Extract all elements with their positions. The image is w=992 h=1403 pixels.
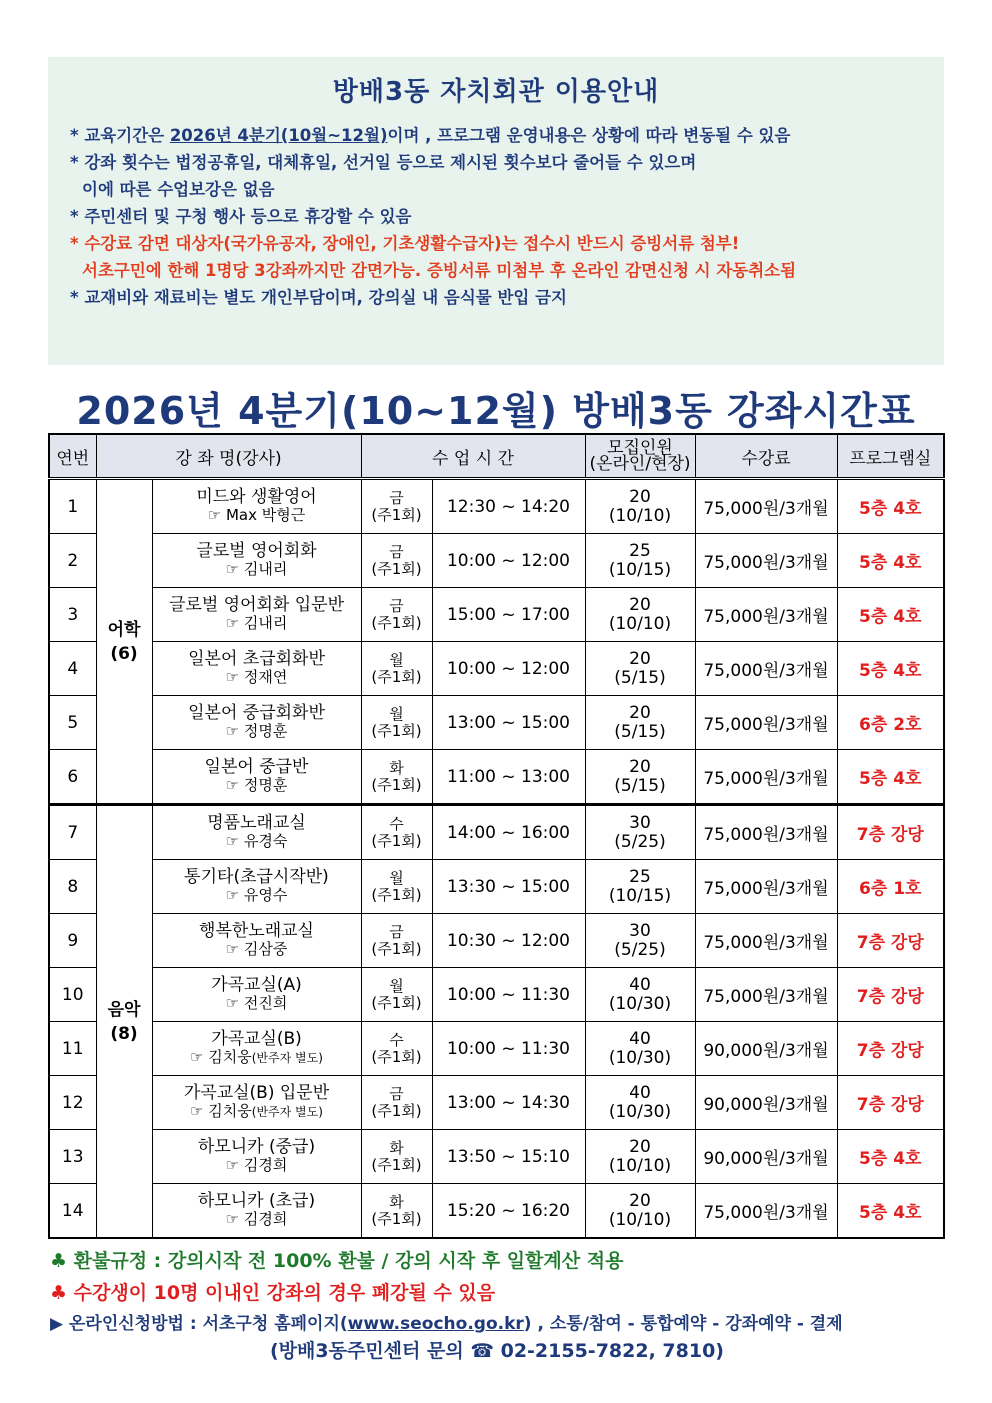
program-room: 7층 강당: [837, 914, 944, 968]
course-cell: [152, 1022, 361, 1076]
course-name: 명품노래교실: [207, 813, 306, 833]
course-cell: [152, 696, 361, 750]
notice-title: 방배3동 자치회관 이용안내: [332, 77, 660, 107]
table-row: [49, 1022, 944, 1076]
refund-policy: ♣ 환불규정 : 강의시작 전 100% 환불 / 강의 시작 후 일할계산 적용: [50, 1250, 624, 1272]
class-time: 11:00 ~ 13:00: [432, 750, 585, 805]
notice-line-7: * 교재비와 재료비는 별도 개인부담이며, 강의실 내 음식물 반입 금지: [70, 288, 567, 307]
capacity-total: 25: [629, 540, 651, 561]
course-name: 글로벌 영어회화: [196, 541, 317, 561]
category-count: (6): [110, 643, 138, 664]
table-row: [49, 479, 944, 534]
capacity-split: (5/15): [614, 721, 666, 742]
table-row: [49, 1130, 944, 1184]
course-name: 가곡교실(A): [211, 975, 302, 995]
schedule-table: [48, 433, 945, 1239]
instructor: ☞ Max 박형근: [207, 506, 306, 524]
header-fee: 수강료: [695, 434, 837, 479]
capacity-cell: [585, 588, 695, 642]
class-time: 13:30 ~ 15:00: [432, 860, 585, 914]
course-name: 일본어 초급회화반: [188, 649, 325, 669]
row-number: 12: [49, 1076, 96, 1130]
capacity-split: (5/15): [614, 667, 666, 688]
instructor: ☞ 정명훈: [225, 722, 288, 740]
course-name: 행복한노래교실: [199, 921, 314, 941]
row-number: 4: [49, 642, 96, 696]
tuition-fee: 90,000원/3개월: [695, 1076, 837, 1130]
course-cell: [152, 914, 361, 968]
capacity-cell: [585, 479, 695, 534]
course-cell: [152, 1130, 361, 1184]
course-cell: [152, 642, 361, 696]
day-cell: [361, 968, 432, 1022]
program-room: 6층 2호: [837, 696, 944, 750]
program-room: 5층 4호: [837, 642, 944, 696]
class-time: 14:00 ~ 16:00: [432, 805, 585, 860]
tuition-fee: 75,000원/3개월: [695, 696, 837, 750]
instructor: ☞ 유경숙: [225, 832, 288, 850]
program-room: 5층 4호: [837, 1184, 944, 1239]
tuition-fee: 75,000원/3개월: [695, 968, 837, 1022]
category-count: (8): [110, 1023, 138, 1044]
class-day: 화: [389, 758, 404, 777]
course-name: 가곡교실(B) 입문반: [183, 1083, 330, 1103]
table-row: [49, 642, 944, 696]
course-name: 하모니카 (중급): [197, 1137, 316, 1157]
capacity-total: 25: [629, 866, 651, 887]
row-number: 3: [49, 588, 96, 642]
class-day: 월: [389, 704, 404, 723]
notice-line-2: * 강좌 횟수는 법정공휴일, 대체휴일, 선거일 등으로 제시된 횟수보다 줄어들 수 있으며: [70, 153, 697, 172]
class-day: 수: [389, 814, 404, 833]
class-day: 월: [389, 868, 404, 887]
course-cell: [152, 860, 361, 914]
course-cell: [152, 1184, 361, 1239]
row-number: 11: [49, 1022, 96, 1076]
program-room: 5층 4호: [837, 534, 944, 588]
program-room: 7층 강당: [837, 1022, 944, 1076]
course-name: 일본어 중급회화반: [188, 703, 325, 723]
tuition-fee: 90,000원/3개월: [695, 1130, 837, 1184]
class-time: 12:30 ~ 14:20: [432, 479, 585, 534]
table-row: [49, 696, 944, 750]
category-cell: [96, 479, 152, 805]
category-name: 어학: [107, 619, 141, 640]
class-frequency: (주1회): [371, 559, 422, 578]
tuition-fee: 75,000원/3개월: [695, 534, 837, 588]
instructor: ☞ 정재연: [225, 668, 288, 686]
closure-notice: ♣ 수강생이 10명 이내인 강좌의 경우 폐강될 수 있음: [50, 1282, 496, 1304]
day-cell: [361, 1022, 432, 1076]
class-time: 15:20 ~ 16:20: [432, 1184, 585, 1239]
course-name: 미드와 생활영어: [196, 487, 317, 507]
instructor: ☞ 김경희: [225, 1210, 288, 1228]
table-row: [49, 1184, 944, 1239]
day-cell: [361, 642, 432, 696]
class-frequency: (주1회): [371, 721, 422, 740]
capacity-split: (10/30): [608, 1101, 672, 1122]
class-time: 15:00 ~ 17:00: [432, 588, 585, 642]
capacity-total: 20: [629, 648, 651, 669]
capacity-cell: [585, 1076, 695, 1130]
day-cell: [361, 914, 432, 968]
class-day: 월: [389, 976, 404, 995]
instructor: ☞ 전진희: [225, 994, 288, 1012]
course-name: 통기타(초급시작반): [184, 867, 329, 887]
class-time: 10:00 ~ 12:00: [432, 534, 585, 588]
notice-line-3: 이에 따른 수업보강은 없음: [82, 180, 275, 199]
category-name: 음악: [107, 999, 141, 1020]
category-cell: [96, 805, 152, 1239]
instructor: ☞ 정명훈: [225, 776, 288, 794]
course-cell: [152, 968, 361, 1022]
class-time: 13:50 ~ 15:10: [432, 1130, 585, 1184]
tuition-fee: 75,000원/3개월: [695, 642, 837, 696]
capacity-cell: [585, 534, 695, 588]
header-no: 연번: [49, 434, 96, 479]
capacity-cell: [585, 750, 695, 805]
day-cell: [361, 1076, 432, 1130]
course-cell: [152, 588, 361, 642]
course-name: 일본어 중급반: [204, 757, 309, 777]
class-frequency: (주1회): [371, 885, 422, 904]
capacity-split: (10/10): [608, 1155, 672, 1176]
capacity-split: (10/15): [608, 885, 672, 906]
row-number: 8: [49, 860, 96, 914]
capacity-split: (5/25): [614, 831, 666, 852]
class-time: 13:00 ~ 15:00: [432, 696, 585, 750]
capacity-total: 20: [629, 702, 651, 723]
day-cell: [361, 860, 432, 914]
day-cell: [361, 805, 432, 860]
class-time: 13:00 ~ 14:30: [432, 1076, 585, 1130]
capacity-total: 20: [629, 1136, 651, 1157]
capacity-split: (10/10): [608, 613, 672, 634]
class-frequency: (주1회): [371, 1047, 422, 1066]
instructor: ☞ 김경희: [225, 1156, 288, 1174]
header-capacity: 모집인원 (온라인/현장): [585, 434, 695, 479]
table-header-row: [49, 434, 944, 479]
tuition-fee: 75,000원/3개월: [695, 914, 837, 968]
class-day: 화: [389, 1138, 404, 1157]
table-row: [49, 588, 944, 642]
capacity-cell: [585, 914, 695, 968]
class-time: 10:00 ~ 11:30: [432, 968, 585, 1022]
capacity-total: 30: [629, 920, 651, 941]
program-room: 7층 강당: [837, 968, 944, 1022]
capacity-total: 20: [629, 486, 651, 507]
capacity-total: 40: [629, 1082, 651, 1103]
header-course: 강 좌 명(강사): [96, 434, 361, 479]
day-cell: [361, 1130, 432, 1184]
program-room: 5층 4호: [837, 1130, 944, 1184]
tuition-fee: 75,000원/3개월: [695, 750, 837, 805]
class-time: 10:00 ~ 12:00: [432, 642, 585, 696]
program-room: 5층 4호: [837, 479, 944, 534]
capacity-split: (5/15): [614, 775, 666, 796]
capacity-cell: [585, 1130, 695, 1184]
capacity-total: 20: [629, 594, 651, 615]
table-row: [49, 914, 944, 968]
notice-line-6: 서초구민에 한해 1명당 3강좌까지만 감면가능. 증빙서류 미첨부 후 온라인 감면신청 시 자동취소됨: [82, 261, 797, 280]
program-room: 7층 강당: [837, 805, 944, 860]
class-day: 화: [389, 1192, 404, 1211]
schedule-title: 2026년 4분기(10~12월) 방배3동 강좌시간표: [76, 389, 916, 433]
program-room: 5층 4호: [837, 588, 944, 642]
class-day: 금: [389, 542, 404, 561]
class-frequency: (주1회): [371, 1155, 422, 1174]
program-room: 5층 4호: [837, 750, 944, 805]
class-frequency: (주1회): [371, 993, 422, 1012]
instructor: ☞ 김치웅(반주자 별도): [190, 1102, 323, 1120]
class-frequency: (주1회): [371, 1101, 422, 1120]
class-day: 수: [389, 1030, 404, 1049]
seocho-link[interactable]: www.seocho.go.kr: [347, 1314, 524, 1334]
notice-line-4: * 주민센터 및 구청 행사 등으로 휴강할 수 있음: [70, 207, 412, 226]
instructor: ☞ 김삼중: [225, 940, 288, 958]
row-number: 13: [49, 1130, 96, 1184]
class-day: 월: [389, 650, 404, 669]
day-cell: [361, 479, 432, 534]
class-frequency: (주1회): [371, 939, 422, 958]
online-apply: ▶ 온라인신청방법 : 서초구청 홈페이지(www.seocho.go.kr) , 소통/참여 - 통합예약 - 강좌예약 - 결제: [50, 1314, 843, 1334]
course-name: 하모니카 (초급): [197, 1191, 316, 1211]
header-time: 수 업 시 간: [361, 434, 585, 479]
notice-box: [48, 57, 944, 365]
contact-info: (방배3동주민센터 문의 ☎ 02-2155-7822, 7810): [270, 1340, 724, 1362]
tuition-fee: 75,000원/3개월: [695, 860, 837, 914]
course-name: 가곡교실(B): [211, 1029, 302, 1049]
class-frequency: (주1회): [371, 613, 422, 632]
class-day: 금: [389, 1084, 404, 1103]
program-room: 6층 1호: [837, 860, 944, 914]
course-cell: [152, 479, 361, 534]
class-frequency: (주1회): [371, 831, 422, 850]
row-number: 14: [49, 1184, 96, 1239]
class-day: 금: [389, 922, 404, 941]
course-cell: [152, 750, 361, 805]
row-number: 2: [49, 534, 96, 588]
row-number: 7: [49, 805, 96, 860]
instructor: ☞ 김내리: [225, 614, 288, 632]
tuition-fee: 90,000원/3개월: [695, 1022, 837, 1076]
day-cell: [361, 588, 432, 642]
tuition-fee: 75,000원/3개월: [695, 805, 837, 860]
table-row: [49, 860, 944, 914]
row-number: 5: [49, 696, 96, 750]
tuition-fee: 75,000원/3개월: [695, 1184, 837, 1239]
table-row: [49, 534, 944, 588]
day-cell: [361, 1184, 432, 1239]
course-name: 글로벌 영어회화 입문반: [168, 595, 345, 615]
notice-line-1: * 교육기간은 2026년 4분기(10월~12월)이며 , 프로그램 운영내용은 상황에 따라 변동될 수 있음: [70, 126, 791, 145]
class-frequency: (주1회): [371, 1209, 422, 1228]
course-cell: [152, 805, 361, 860]
capacity-split: (10/30): [608, 1047, 672, 1068]
class-frequency: (주1회): [371, 775, 422, 794]
row-number: 1: [49, 479, 96, 534]
capacity-split: (5/25): [614, 939, 666, 960]
capacity-total: 30: [629, 812, 651, 833]
capacity-total: 40: [629, 1028, 651, 1049]
class-frequency: (주1회): [371, 667, 422, 686]
row-number: 9: [49, 914, 96, 968]
class-time: 10:30 ~ 12:00: [432, 914, 585, 968]
course-cell: [152, 534, 361, 588]
capacity-total: 20: [629, 756, 651, 777]
instructor: ☞ 유영수: [225, 886, 288, 904]
day-cell: [361, 534, 432, 588]
table-row: [49, 750, 944, 805]
day-cell: [361, 750, 432, 805]
table-row: [49, 968, 944, 1022]
instructor: ☞ 김내리: [225, 560, 288, 578]
notice-line-5: * 수강료 감면 대상자(국가유공자, 장애인, 기초생활수급자)는 접수시 반드시 증빙서류 첨부!: [70, 234, 740, 253]
period-underline: 2026년 4분기(10월~12월): [169, 126, 388, 145]
capacity-cell: [585, 696, 695, 750]
instructor: ☞ 김치웅(반주자 별도): [190, 1048, 323, 1066]
capacity-cell: [585, 1022, 695, 1076]
capacity-split: (10/10): [608, 505, 672, 526]
tuition-fee: 75,000원/3개월: [695, 479, 837, 534]
table-row: [49, 805, 944, 860]
capacity-split: (10/15): [608, 559, 672, 580]
capacity-cell: [585, 1184, 695, 1239]
row-number: 6: [49, 750, 96, 805]
class-time: 10:00 ~ 11:30: [432, 1022, 585, 1076]
capacity-total: 20: [629, 1190, 651, 1211]
capacity-cell: [585, 968, 695, 1022]
capacity-cell: [585, 860, 695, 914]
capacity-split: (10/10): [608, 1209, 672, 1230]
tuition-fee: 75,000원/3개월: [695, 588, 837, 642]
capacity-cell: [585, 805, 695, 860]
capacity-total: 40: [629, 974, 651, 995]
program-room: 7층 강당: [837, 1076, 944, 1130]
class-day: 금: [389, 488, 404, 507]
day-cell: [361, 696, 432, 750]
capacity-split: (10/30): [608, 993, 672, 1014]
class-frequency: (주1회): [371, 505, 422, 524]
row-number: 10: [49, 968, 96, 1022]
course-cell: [152, 1076, 361, 1130]
table-row: [49, 1076, 944, 1130]
class-day: 금: [389, 596, 404, 615]
capacity-cell: [585, 642, 695, 696]
header-room: 프로그램실: [837, 434, 944, 479]
